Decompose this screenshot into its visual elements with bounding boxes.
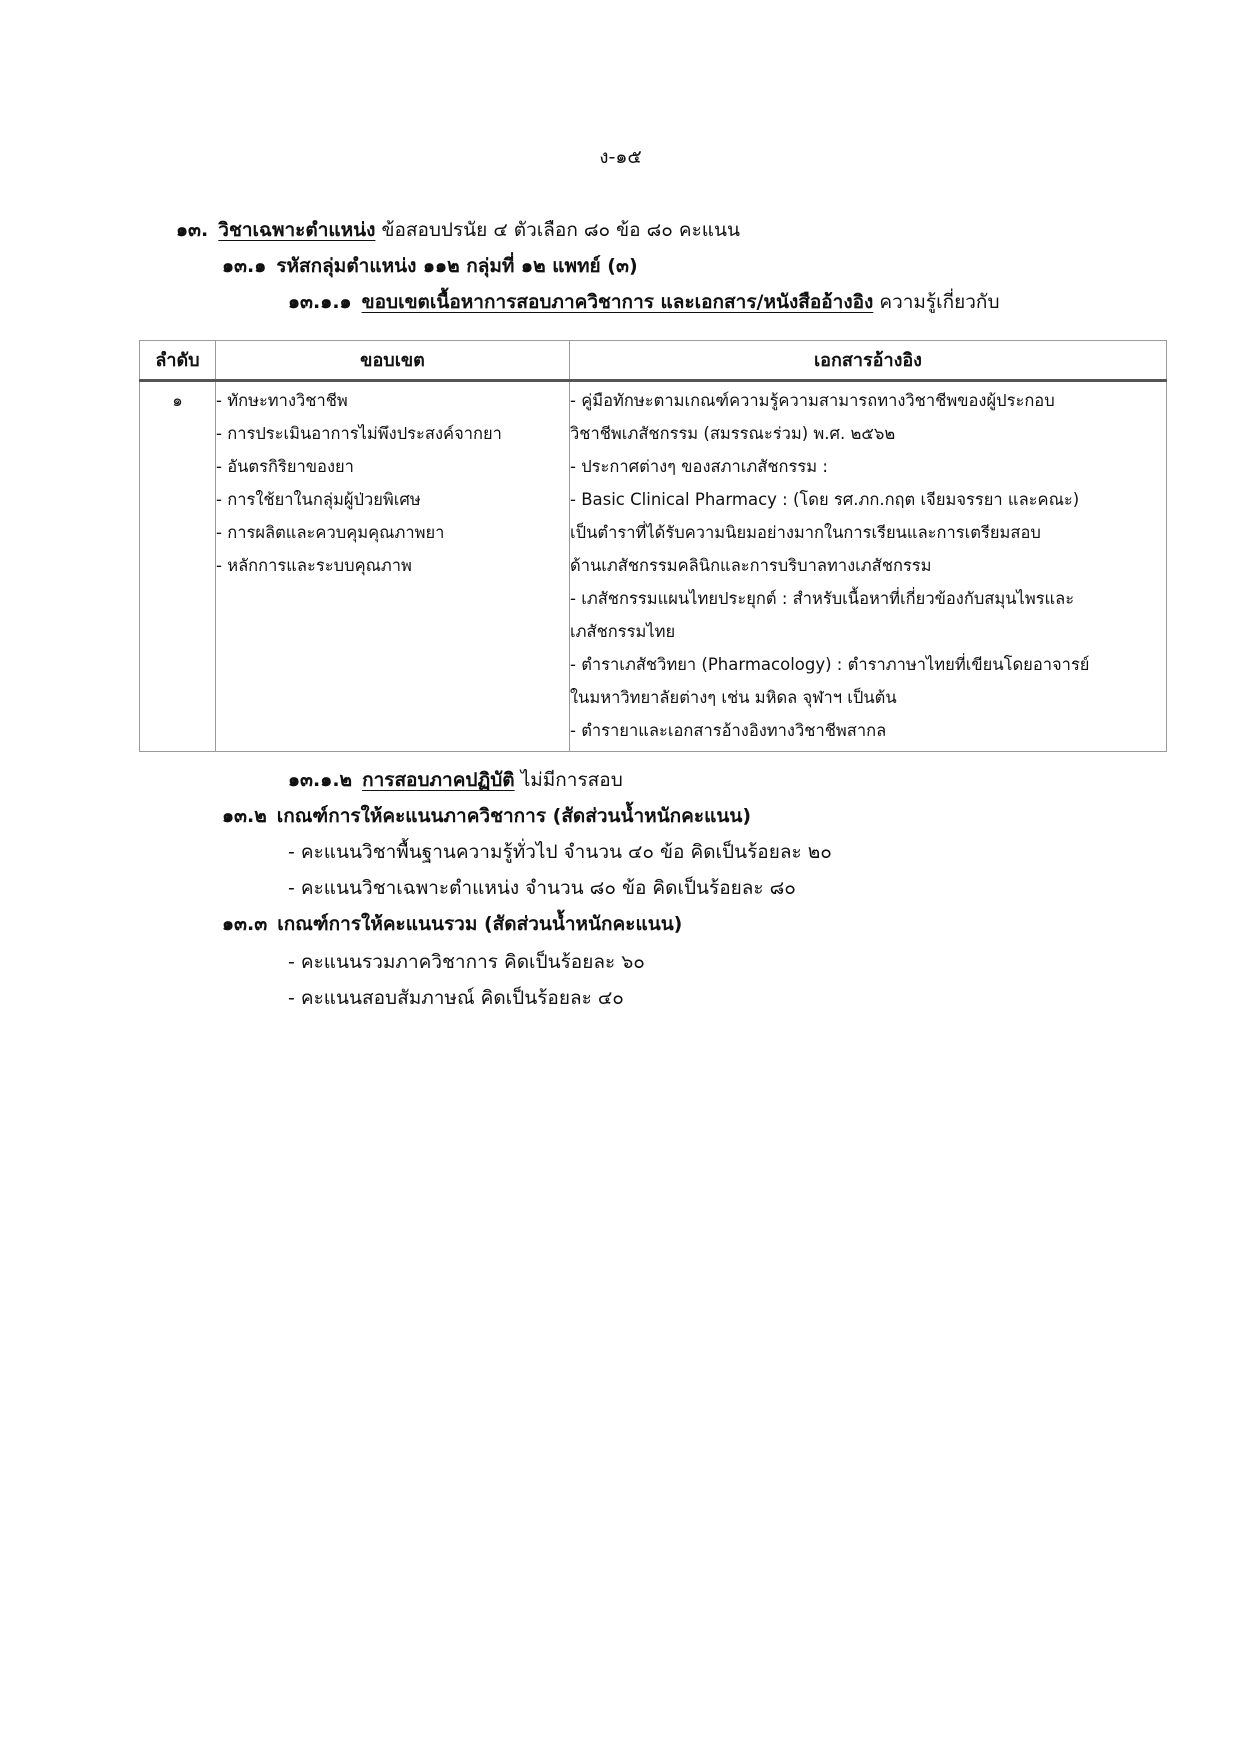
section-13-1-2-heading: [288, 766, 623, 794]
row-scope-cell: [216, 381, 570, 752]
scope-item: - ทักษะทางวิชาชีพ: [216, 391, 348, 410]
reference-item: [570, 648, 1166, 714]
section-13-3-heading: [222, 910, 682, 938]
section-13-detail: ข้อสอบปรนัย ๔ ตัวเลือก ๘๐ ข้อ ๘๐ คะแนน: [381, 219, 741, 241]
table-row: [140, 381, 1167, 752]
total-scoring-item: - คะแนนสอบสัมภาษณ์ คิดเป็นร้อยละ ๔๐: [288, 987, 624, 1009]
section-13-1-title: รหัสกลุ่มตำแหน่ง ๑๑๒ กลุ่มที่ ๑๒ แพทย์ (๓): [276, 255, 638, 277]
table-header-row: [140, 341, 1167, 381]
row-references-cell: [570, 381, 1167, 752]
scope-item: - หลักการและระบบคุณภาพ: [216, 556, 412, 575]
scope-item: - การประเมินอาการไม่พึงประสงค์จากยา: [216, 424, 502, 443]
reference-line: วิชาชีพเภสัชกรรม (สมรรณะร่วม) พ.ศ. ๒๕๖๒: [570, 424, 896, 443]
reference-line: ด้านเภสัชกรรมคลินิกและการบริบาลทางเภสัชกรรม: [570, 556, 932, 575]
section-13-1-heading: [222, 252, 638, 280]
reference-item: [570, 384, 1166, 450]
reference-line: - เภสัชกรรมแผนไทยประยุกต์ : สำหรับเนื้อหาที่เกี่ยวข้องกับสมุนไพรและ: [570, 589, 1075, 608]
section-13-1-1-number: ๑๓.๑.๑: [288, 291, 352, 313]
reference-item: [570, 714, 1166, 747]
header-scope: ขอบเขต: [216, 341, 570, 381]
reference-line: เภสัชกรรมไทย: [570, 622, 676, 641]
section-13-heading: [176, 216, 740, 244]
reference-line: เป็นตำราที่ได้รับความนิยมอย่างมากในการเรียนและการเตรียมสอบ: [570, 523, 1041, 542]
page-number: ง-๑๕: [599, 146, 642, 168]
reference-line: - Basic Clinical Pharmacy : (โดย รศ.ภก.กฤต เจียมจรรยา และคณะ): [570, 490, 1080, 509]
reference-item: [570, 483, 1166, 582]
reference-line: - ประกาศต่างๆ ของสภาเภสัชกรรม :: [570, 457, 828, 476]
section-13-2-heading: [222, 802, 751, 830]
section-13-1-1-suffix: ความรู้เกี่ยวกับ: [879, 291, 1000, 313]
reference-table: [139, 340, 1167, 752]
scoring-item: - คะแนนวิชาพื้นฐานความรู้ทั่วไป จำนวน ๔๐ ข้อ คิดเป็นร้อยละ ๒๐: [288, 841, 832, 863]
scope-item: - การผลิตและควบคุมคุณภาพยา: [216, 523, 445, 542]
scope-item: - การใช้ยาในกลุ่มผู้ป่วยพิเศษ: [216, 490, 421, 509]
section-13-1-number: ๑๓.๑: [222, 255, 267, 277]
reference-line: - ตำราเภสัชวิทยา (Pharmacology) : ตำราภาษาไทยที่เขียนโดยอาจารย์: [570, 655, 1090, 674]
section-13-1-2-title: การสอบภาคปฏิบัติ: [362, 769, 515, 791]
section-13-3-title: เกณฑ์การให้คะแนนรวม (สัดส่วนน้ำหนักคะแนน): [277, 913, 683, 935]
section-13-3-number: ๑๓.๓: [222, 913, 268, 935]
section-13-number: ๑๓.: [176, 219, 209, 241]
total-scoring-item: - คะแนนรวมภาควิชาการ คิดเป็นร้อยละ ๖๐: [288, 951, 645, 973]
scoring-item: - คะแนนวิชาเฉพาะตำแหน่ง จำนวน ๘๐ ข้อ คิดเป็นร้อยละ ๘๐: [288, 877, 796, 899]
section-13-1-1-heading: [288, 288, 1000, 316]
row-order-cell: ๑: [140, 381, 216, 752]
header-references: เอกสารอ้างอิง: [570, 341, 1167, 381]
reference-item: [570, 450, 1166, 483]
section-13-2-number: ๑๓.๒: [222, 805, 267, 827]
section-13-2-title: เกณฑ์การให้คะแนนภาควิชาการ (สัดส่วนน้ำหนักคะแนน): [276, 805, 752, 827]
section-13-1-2-number: ๑๓.๑.๒: [288, 769, 353, 791]
section-13-title: วิชาเฉพาะตำแหน่ง: [218, 219, 376, 241]
header-order: ลำดับ: [140, 341, 216, 381]
reference-item: [570, 582, 1166, 648]
reference-line: ในมหาวิทยาลัยต่างๆ เช่น มหิดล จุฬาฯ เป็นต้น: [570, 688, 897, 707]
section-13-1-1-title: ขอบเขตเนื้อหาการสอบภาควิชาการ และเอกสาร/หนังสืออ้างอิง: [361, 291, 874, 313]
section-13-1-2-detail: ไม่มีการสอบ: [520, 769, 623, 791]
reference-line: - คู่มือทักษะตามเกณฑ์ความรู้ความสามารถทางวิชาชีพของผู้ประกอบ: [570, 391, 1055, 410]
reference-line: - ตำรายาและเอกสารอ้างอิงทางวิชาชีพสากล: [570, 721, 887, 740]
scope-item: - อันตรกิริยาของยา: [216, 457, 354, 476]
